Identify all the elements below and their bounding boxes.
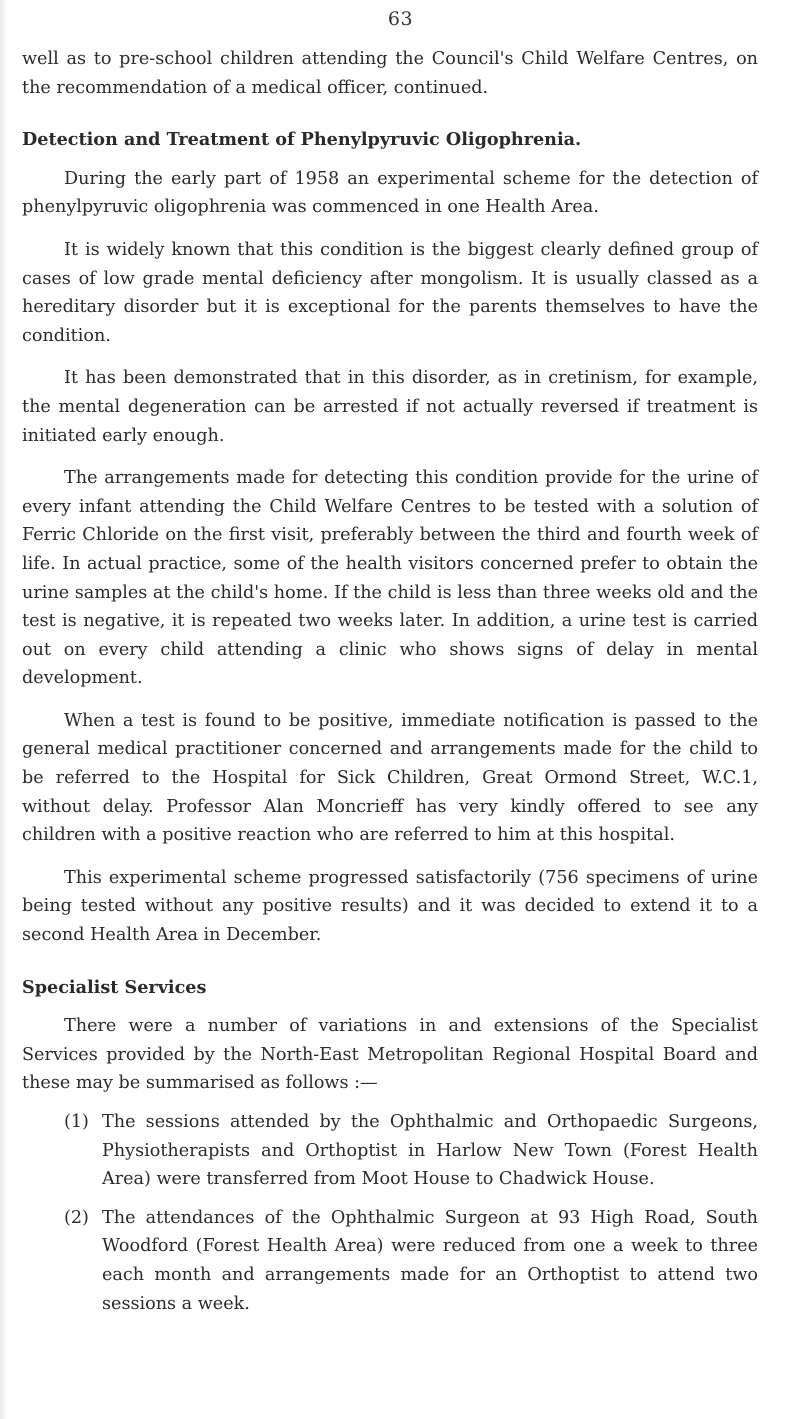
- paragraph: There were a number of variations in and extensions of the Specialist Services provided by the North-East Metropolitan Regional Hospital Board and these may be summarised as follows :—: [22, 1016, 758, 1094]
- list-item-number: (1): [64, 1112, 89, 1132]
- section-heading-phenylpyruvic: Detection and Treatment of Phenylpyruvic Oligophrenia.: [22, 129, 582, 151]
- list-item-text: The sessions attended by the Ophthalmic and Orthopaedic Surgeons, Physiotherapists and Orthoptist in Harlow New Town (Forest Health Area) were transferred from Moot House to Chadwick House.: [102, 1112, 758, 1190]
- list-item-text: The attendances of the Ophthalmic Surgeon at 93 High Road, South Woodford (Forest Health Area) were reduced from one a week to three each month and arrangements made for an Orthoptist to attend two sessions a week.: [102, 1207, 758, 1314]
- paragraph: The arrangements made for detecting this condition provide for the urine of every infant attending the Child Welfare Centres to be tested with a solution of Ferric Chloride on the first visit, preferably between the third and fourth week of life. In actual practice, some of the health visitors concerned prefer to obtain the urine samples at the child's home. If the child is less than three weeks old and the test is negative, it is repeated two weeks later. In addition, a urine test is carried out on every child attending a clinic who shows signs of delay in mental development.: [22, 468, 758, 689]
- page-content: [22, 45, 758, 1318]
- intro-paragraph: well as to pre-school children attending the Council's Child Welfare Centres, on the recommendation of a medical officer, continued.: [22, 49, 758, 98]
- paragraph: It has been demonstrated that in this disorder, as in cretinism, for example, the mental degeneration can be arrested if not actually reversed if treatment is initiated early enough.: [22, 368, 758, 446]
- list-item-number: (2): [64, 1207, 89, 1228]
- section-heading-specialist-services: Specialist Services: [22, 976, 207, 998]
- list-item: [64, 1204, 758, 1318]
- paragraph: This experimental scheme progressed satisfactorily (756 specimens of urine being tested without any positive results) and it was decided to extend it to a second Health Area in December.: [22, 867, 758, 946]
- paragraph: During the early part of 1958 an experimental scheme for the detection of phenylpyruvic oligophrenia was commenced in one Health Area.: [22, 168, 758, 218]
- list-item: [64, 1108, 758, 1194]
- page-number: 63: [387, 8, 414, 30]
- paragraph: It is widely known that this condition is the biggest clearly defined group of cases of low grade mental deficiency after mongolism. It is usually classed as a hereditary disorder but it is exceptional for the parents themselves to have the condition.: [22, 239, 758, 346]
- binding-edge: [0, 0, 7, 1419]
- paragraph: When a test is found to be positive, immediate notification is passed to the general medical practitioner concerned and arrangements made for the child to be referred to the Hospital for Sick Children, Great Ormond Street, W.C.1, without delay. Professor Alan Moncrieff has very kindly offered to see any children with a positive reaction who are referred to him at this hospital.: [22, 710, 758, 846]
